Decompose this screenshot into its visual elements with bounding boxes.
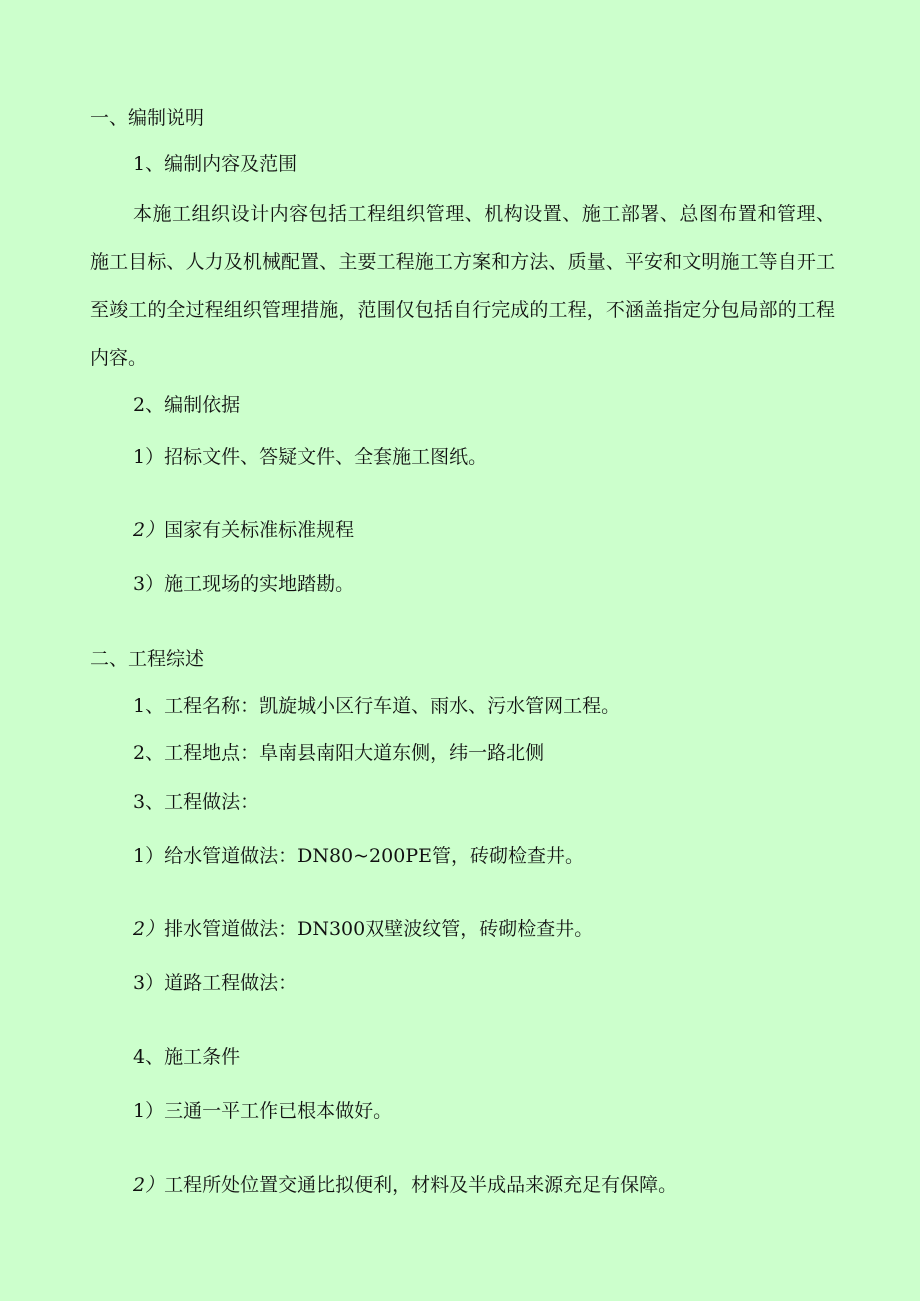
condition-item-2-text: 工程所处位置交通比拟便利，材料及半成品来源充足有保障。 — [164, 1174, 678, 1196]
basis-item-3 — [133, 573, 354, 595]
condition-item-1-num: 1） — [133, 1100, 165, 1122]
basis-item-1-text: 招标文件、答疑文件、全套施工图纸。 — [164, 446, 488, 468]
basis-item-1 — [133, 446, 487, 468]
basis-item-2-num: 2） — [133, 519, 165, 541]
paragraph-content-scope: 本施工组织设计内容包括工程组织管理、机构设置、施工部署、总图布置和管理、施工目标、人力及机械配置、主要工程施工方案和方法、质量、平安和文明施工等自开工至竣工的全过程组织管理措施，范围仅包括自行完成的工程，不涵盖指定分包局部的工程内容。 — [90, 203, 835, 369]
method-item-1-text: 给水管道做法：DN80~200PE管，砖砌检查井。 — [164, 845, 584, 867]
condition-item-1 — [133, 1100, 392, 1122]
method-item-2-text: 排水管道做法：DN300双壁波纹管，砖砌检查井。 — [164, 918, 594, 940]
condition-item-1-text: 三通一平工作已根本做好。 — [164, 1100, 393, 1122]
method-item-1-num: 1） — [133, 845, 165, 867]
method-item-2 — [133, 918, 593, 940]
method-item-3 — [133, 972, 297, 994]
project-name: 1、工程名称：凯旋城小区行车道、雨水、污水管网工程。 — [133, 695, 621, 717]
subheading-methods: 3、工程做法： — [133, 791, 260, 813]
method-item-1 — [133, 845, 584, 867]
condition-item-2 — [133, 1174, 677, 1196]
project-location: 2、工程地点：阜南县南阳大道东侧，纬一路北侧 — [133, 742, 545, 764]
section-heading-compilation: 一、编制说明 — [90, 107, 205, 129]
method-item-3-text: 道路工程做法： — [164, 972, 298, 994]
basis-item-1-num: 1） — [133, 446, 165, 468]
basis-item-2 — [133, 519, 354, 541]
subheading-conditions: 4、施工条件 — [133, 1046, 241, 1068]
method-item-2-num: 2） — [133, 918, 165, 940]
basis-item-3-num: 3） — [133, 573, 165, 595]
method-item-3-num: 3） — [133, 972, 165, 994]
section-heading-overview: 二、工程综述 — [90, 648, 205, 670]
subheading-content-scope: 1、编制内容及范围 — [133, 153, 298, 175]
basis-item-3-text: 施工现场的实地踏勘。 — [164, 573, 355, 595]
basis-item-2-text: 国家有关标准标准规程 — [164, 519, 355, 541]
condition-item-2-num: 2） — [133, 1174, 165, 1196]
subheading-basis: 2、编制依据 — [133, 394, 241, 416]
